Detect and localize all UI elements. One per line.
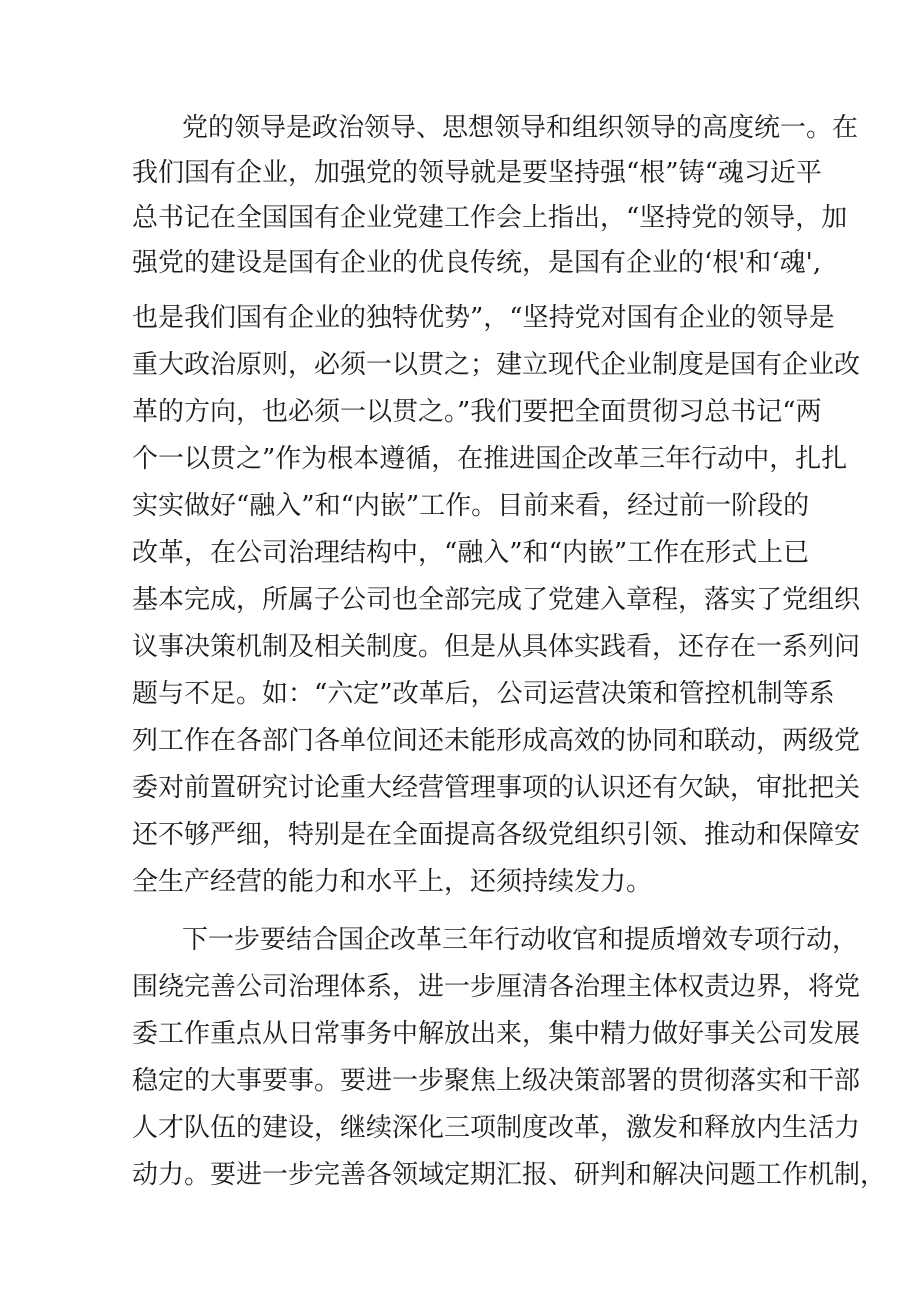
paragraph-1-line-1: 党的领导是政治领导、思想领导和组织领导的高度统一。在: [182, 113, 859, 143]
paragraph-1-line-4: 强党的建设是国有企业的优良传统，是国有企业的‘根'和‘魂',: [132, 248, 822, 278]
paragraph-1-line-13: 题与不足。如：“六定”改革后，公司运营决策和管控机制等系: [132, 679, 835, 709]
paragraph-1-line-10: 改革，在公司治理结构中，“融入”和“内嵌”工作在形式上已: [132, 538, 810, 568]
paragraph-1-line-12: 议事决策机制及相关制度。但是从具体实践看，还存在一系列问: [132, 632, 861, 662]
paragraph-1-line-15: 委对前置研究讨论重大经营管理事项的认识还有欠缺，审批把关: [132, 773, 861, 803]
paragraph-2-line-5: 人才队伍的建设，继续深化三项制度改革，激发和释放内生活力: [132, 1113, 861, 1143]
paragraph-1-line-3: 总书记在全国国有企业党建工作会上指出，“坚持党的领导，加: [132, 203, 848, 233]
paragraph-2-line-3: 委工作重点从日常事务中解放出来，集中精力做好事关公司发展: [132, 1019, 861, 1049]
paragraph-1-line-14: 列工作在各部门各单位间还未能形成高效的协同和联动，两级党: [132, 726, 861, 756]
paragraph-1-line-17: 全生产经营的能力和水平上，还须持续发力。: [132, 867, 653, 897]
paragraph-2-line-6: 动力。要进一步完善各领域定期汇报、研判和解决问题工作机制，: [132, 1160, 887, 1190]
paragraph-1-line-9: 实实做好“融入”和“内嵌”工作。目前来看，经过前一阶段的: [132, 491, 810, 521]
paragraph-2-line-1: 下一步要结合国企改革三年行动收官和提质增效专项行动，: [182, 925, 859, 955]
paragraph-1-line-6: 重大政治原则，必须一以贯之；建立现代企业制度是国有企业改: [132, 350, 861, 380]
paragraph-2-line-4: 稳定的大事要事。要进一步聚焦上级决策部署的贯彻落实和干部: [132, 1066, 861, 1096]
paragraph-1-line-7: 革的方向，也必须一以贯之。”我们要把全面贯彻习总书记“两: [132, 397, 822, 427]
paragraph-1-line-2: 我们国有企业，加强党的领导就是要坚持强“根”铸“魂习近平: [132, 158, 822, 188]
paragraph-1-line-11: 基本完成，所属子公司也全部完成了党建入章程，落实了党组织: [132, 585, 861, 615]
paragraph-1-line-8: 个一以贯之”作为根本遵循，在推进国企改革三年行动中，扎扎: [132, 444, 848, 474]
paragraph-1-line-16: 还不够严细，特别是在全面提高各级党组织引领、推动和保障安: [132, 820, 861, 850]
paragraph-1-line-5: 也是我们国有企业的独特优势”，“坚持党对国有企业的领导是: [132, 303, 835, 333]
paragraph-2-line-2: 围绕完善公司治理体系，进一步厘清各治理主体权责边界，将党: [132, 972, 861, 1002]
